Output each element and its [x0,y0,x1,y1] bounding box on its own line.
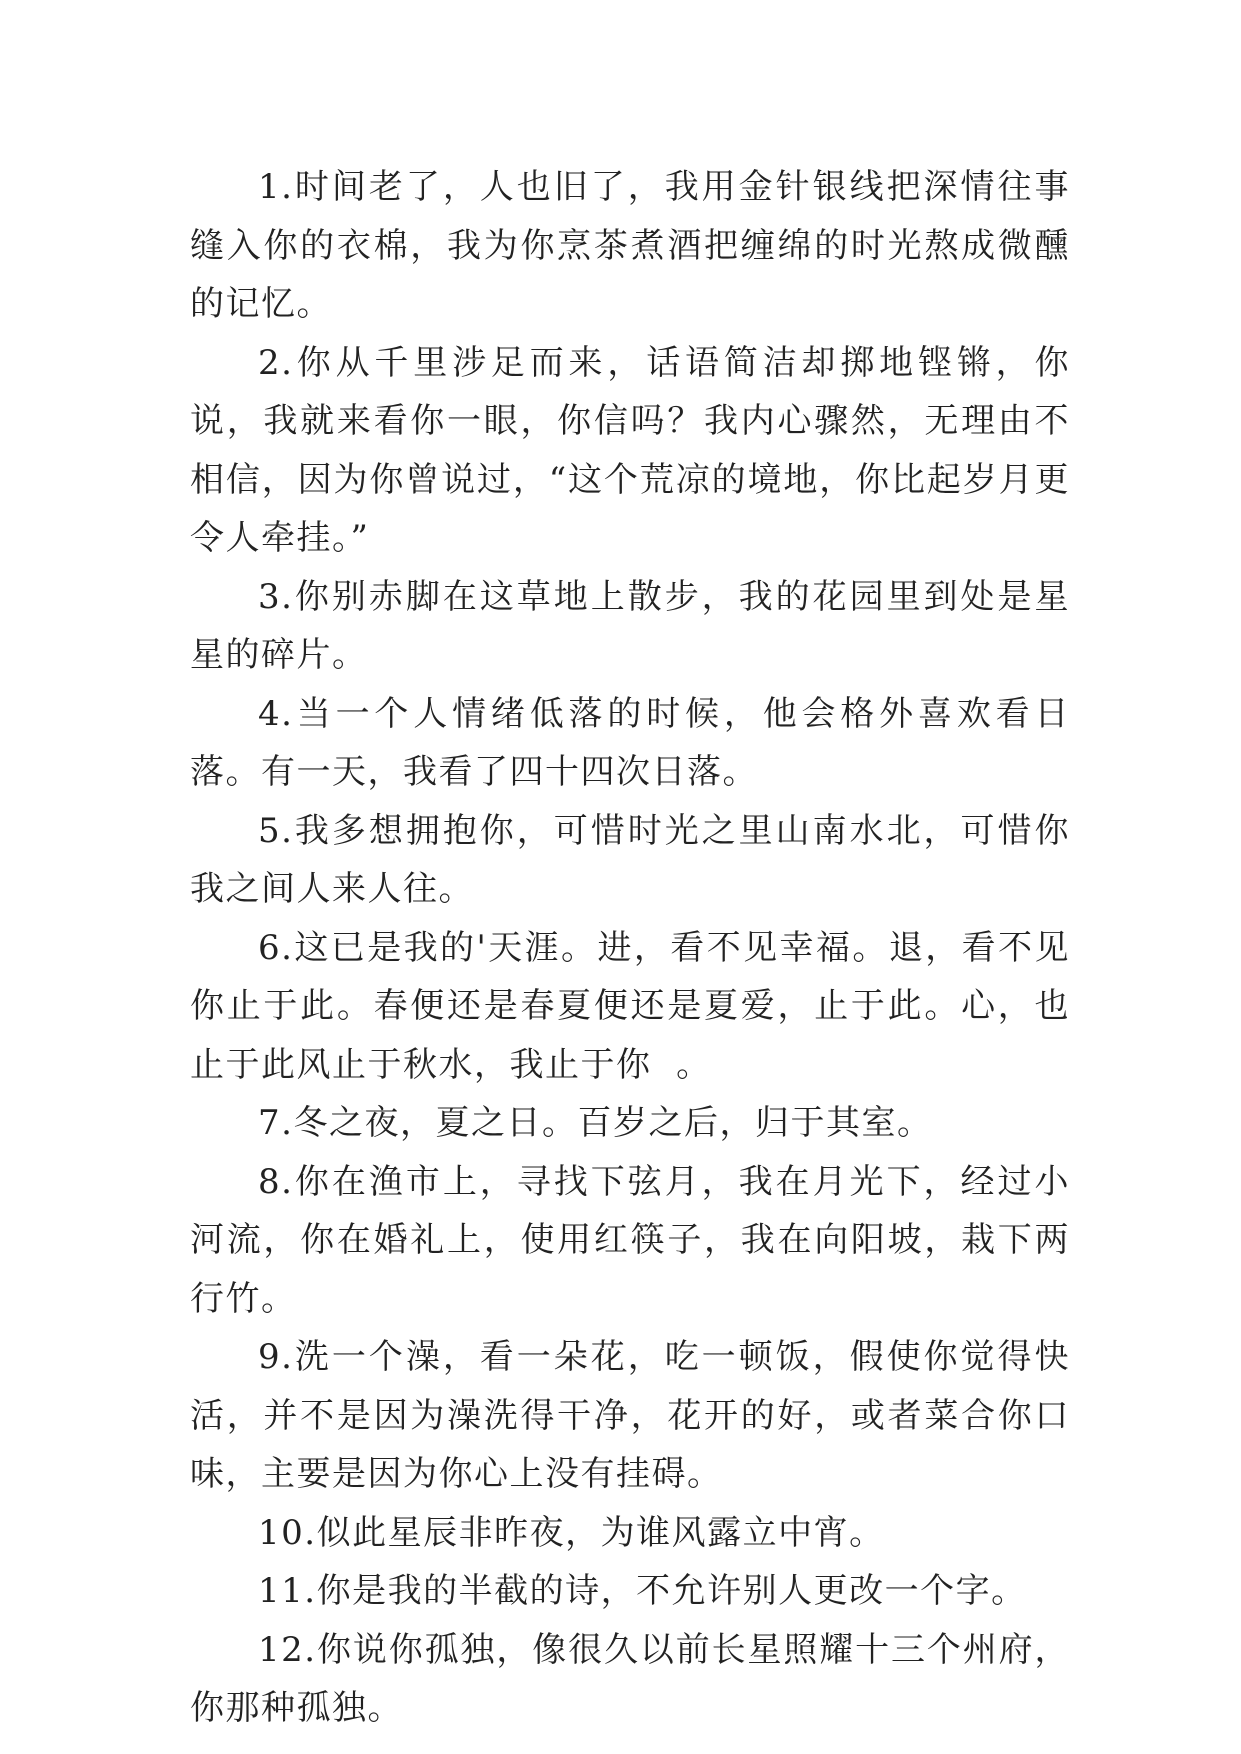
paragraph-10: 10.似此星辰非昨夜，为谁风露立中宵。 [258,1512,885,1553]
paragraph-9: 9.洗一个澡，看一朵花，吃一顿饭，假使你觉得快活，并不是因为澡洗得干净，花开的好，或者菜合你口味，主要是因为你心上没有挂碍。 [190,1337,1070,1494]
document-body [190,158,1070,1738]
paragraph-2: 2.你从千里涉足而来，话语简洁却掷地铿锵，你说，我就来看你一眼，你信吗？我内心骤然，无理由不相信，因为你曾说过，“这个荒凉的境地，你比起岁月更令人牵挂。” [190,342,1070,558]
paragraph-7: 7.冬之夜，夏之日。百岁之后，归于其室。 [258,1103,933,1143]
paragraph-4: 4.当一个人情绪低落的时候，他会格外喜欢看日落。有一天，我看了四十四次日落。 [190,693,1070,792]
paragraph-12: 12.你说你孤独，像很久以前长星照耀十三个州府，你那种孤独。 [190,1629,1070,1728]
paragraph-5: 5.我多想拥抱你，可惜时光之里山南水北，可惜你我之间人来人往。 [190,810,1070,909]
paragraph-8: 8.你在渔市上，寻找下弦月，我在月光下，经过小河流，你在婚礼上，使用红筷子，我在向阳坡，栽下两行竹。 [190,1161,1070,1319]
paragraph-6: 6.这已是我的'天涯。进，看不见幸福。退，看不见你止于此。春便还是春夏便还是夏爱，止于此。心，也止于此风止于秋水，我止于你 。 [190,927,1070,1085]
paragraph-3: 3.你别赤脚在这草地上散步，我的花园里到处是星星的碎片。 [190,576,1070,675]
paragraph-11: 11.你是我的半截的诗，不允许别人更改一个字。 [258,1571,1027,1611]
paragraph-1: 1.时间老了，人也旧了，我用金针银线把深情往事缝入你的衣棉，我为你烹茶煮酒把缠绵的时光熬成微醺的记忆。 [190,167,1070,324]
